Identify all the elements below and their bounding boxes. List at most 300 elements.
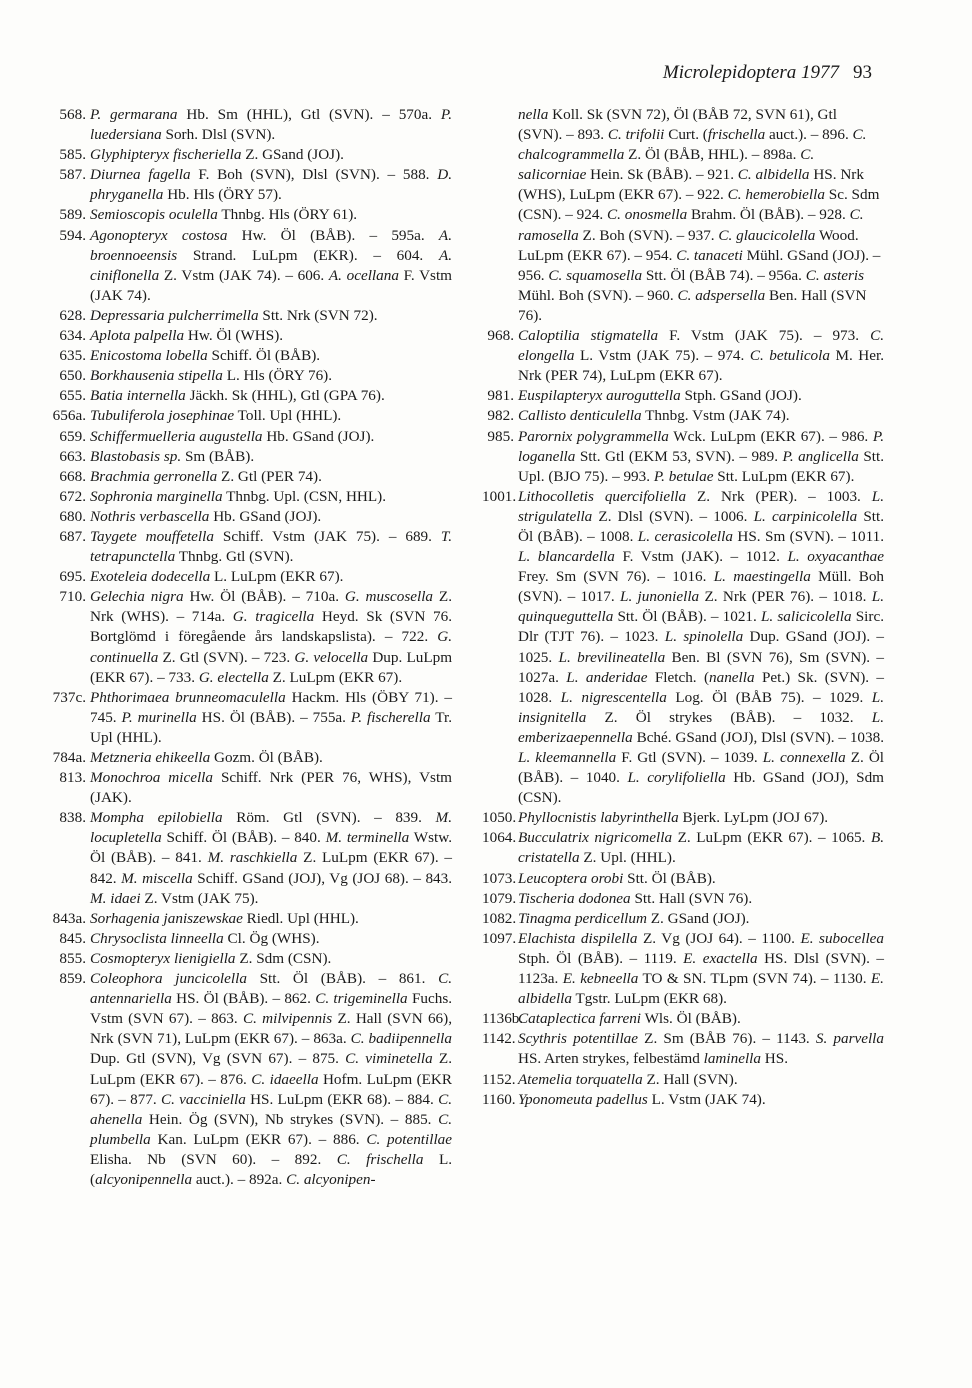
species-name: nanella — [709, 668, 755, 686]
list-entry — [48, 406, 452, 426]
entry-note: Pet.) Sk. (SVN). – 1028. — [518, 668, 884, 706]
entry-note: Schiff. Öl (BÅB). – 840. — [166, 829, 326, 847]
list-entry — [48, 487, 452, 507]
entry-note: Thnbg. Hls (ÖRY 61). — [221, 206, 358, 224]
species-name: Phyllocnistis labyrinthella — [518, 809, 679, 827]
entry-note: Z. Vstm (JAK 74). – 606. — [163, 266, 329, 284]
species-name: E. kebneella — [562, 970, 639, 988]
entry-text — [518, 406, 884, 426]
entry-number: 589. — [59, 206, 86, 224]
species-name: Monochroa micella — [90, 769, 213, 787]
list-entry — [48, 768, 452, 808]
species-name: Cataplectica farreni — [518, 1010, 642, 1028]
entry-note: Koll. Sk (SVN 72), Öl (BÅB 72, SVN 61), Gtl (SVN). – 893. — [518, 106, 837, 144]
entry-note: HS. Sm (SVN). – 1011. — [737, 527, 885, 545]
entry-note: Z. Öl (BÅB, HHL). – 898a. — [628, 146, 801, 164]
list-entry — [48, 226, 452, 306]
entry-note: Hb. GSand (JOJ). — [266, 427, 375, 445]
right-column — [482, 105, 884, 1110]
species-name: Atemelia torquatella — [518, 1070, 643, 1088]
species-name: A. ocellana — [328, 266, 399, 284]
entry-text — [90, 386, 452, 406]
species-name: Semioscopis oculella — [90, 206, 218, 224]
species-name: Caloptilia stigmatella — [518, 327, 659, 345]
entry-note: Hw. Öl (BÅB). – 595a. — [241, 226, 439, 244]
entry-note: Stt. Öl (BÅB). – 1008. — [518, 507, 885, 545]
entry-note: L. Hls (ÖRY 76). — [226, 367, 333, 385]
entry-note: Z. Hall (SVN 66), Nrk (SVN 71), LuLpm (EKR 67). – 863a. — [90, 1010, 452, 1048]
entry-text — [90, 145, 452, 165]
entry-text — [90, 467, 452, 487]
species-name: D. phryganella — [90, 166, 453, 204]
entry-text — [90, 406, 452, 426]
entry-note: Stt. Öl (BÅB 74). – 956a. — [645, 266, 806, 284]
list-entry — [48, 587, 452, 687]
species-name: Tubuliferola josephinae — [90, 407, 235, 425]
entry-text — [518, 929, 884, 1009]
species-name: P. murinella — [121, 708, 197, 726]
entry-number: 672. — [59, 487, 86, 505]
entry-number: 838. — [59, 809, 86, 827]
entry-text — [90, 326, 452, 346]
entry-text — [518, 326, 884, 386]
species-name: M. terminella — [325, 829, 410, 847]
list-entry — [48, 507, 452, 527]
entry-note: Jäckh. Sk (HHL), Gtl (GPA 76). — [189, 387, 385, 405]
list-entry — [48, 326, 452, 346]
species-name: C. tanaceti — [676, 246, 743, 264]
list-entry — [482, 1070, 884, 1090]
entry-number: 568. — [59, 106, 86, 123]
entry-text — [518, 1070, 884, 1090]
species-name: L. maestingella — [713, 568, 811, 586]
entry-note: Hb. GSand (JOJ), Sdm (CSN). — [518, 769, 884, 807]
species-name: Callisto denticulella — [518, 407, 642, 425]
entry-note: HS. — [764, 1050, 788, 1068]
species-name: C. plumbella — [90, 1110, 453, 1148]
entry-number: 985. — [487, 427, 514, 445]
entry-note: Sm (BÅB). — [184, 447, 255, 465]
list-entry — [482, 869, 884, 889]
entry-number: 1160. — [482, 1090, 516, 1108]
running-header — [663, 62, 872, 84]
species-name: M. idaei — [90, 889, 141, 907]
species-name: Lithocolletis quercifoliella — [518, 487, 687, 505]
entry-number: 737c. — [52, 688, 86, 706]
list-entry — [482, 1090, 884, 1110]
entry-note: Z. LuLpm (EKR 67). – 842. — [90, 849, 453, 887]
species-name: Leucoptera orobi — [518, 869, 624, 887]
list-entry — [48, 567, 452, 587]
entry-text — [90, 748, 452, 768]
entry-number: 1064. — [482, 829, 517, 847]
entry-text — [90, 165, 452, 205]
entry-note: Z. GSand (JOJ). — [650, 909, 750, 927]
list-entry — [48, 467, 452, 487]
species-name: Euspilapteryx auroguttella — [518, 387, 681, 405]
list-entry — [482, 427, 884, 487]
entry-text — [90, 226, 452, 306]
entry-note: Frey. Sm (SVN 76). – 1016. — [518, 568, 714, 586]
entry-note: F. Vstm (JAK 75). – 973. — [669, 327, 871, 345]
entry-note: Z. LuLpm (EKR 67). — [272, 668, 403, 686]
entry-number: 635. — [59, 347, 86, 365]
list-entry — [48, 145, 452, 165]
entry-note: Z. Sm (BÅB 76). – 1143. — [644, 1030, 816, 1048]
entry-note: M. Her. Nrk (PER 74), LuLpm (EKR 67). — [518, 347, 884, 385]
entry-note: Hofm. LuLpm (EKR 67). – 877. — [90, 1070, 453, 1108]
list-entry — [48, 688, 452, 748]
entry-number: 680. — [59, 507, 86, 525]
entry-note: Ben. Hall (SVN 76). — [518, 286, 867, 324]
entry-number: 845. — [59, 929, 86, 947]
entry-number: 1142. — [482, 1030, 516, 1048]
species-name: laminella — [703, 1050, 761, 1068]
list-entry — [482, 889, 884, 909]
list-entry — [48, 427, 452, 447]
species-name: P. germarana — [90, 106, 178, 123]
species-name: Exoteleia dodecella — [90, 568, 211, 586]
species-name: Aplota palpella — [90, 327, 185, 345]
entry-note: Curt. ( — [668, 126, 708, 144]
species-name: L. nigrescentella — [560, 688, 667, 706]
entry-note: Stph. GSand (JOJ). — [684, 387, 802, 405]
entry-number: 710. — [59, 588, 86, 606]
entry-note: Stt. Nrk (SVN 72). — [262, 306, 378, 324]
entry-note: Dup. GSand (JOJ). – 1025. — [518, 628, 885, 666]
entry-note: Thnbg. Gtl (SVN). — [178, 548, 294, 566]
list-entry — [482, 929, 884, 1009]
species-name: P. anglicella — [782, 447, 859, 465]
entry-note: Z. Upl. (HHL). — [583, 849, 676, 867]
entry-note: Hein. Ög (SVN), Nb strykes (SVN). – 885. — [148, 1110, 439, 1128]
species-name: Elachista dispilella — [518, 929, 638, 947]
species-name: C. betulicola — [749, 347, 830, 365]
list-entry — [48, 909, 452, 929]
species-name: Glyphipteryx fischeriella — [90, 146, 242, 164]
entry-note: HS. LuLpm (EKR 68). – 884. — [250, 1090, 439, 1108]
list-entry — [48, 808, 452, 908]
species-name: Parornix polygrammella — [518, 427, 669, 445]
species-name: B. cristatella — [518, 829, 885, 867]
entry-number: 656a. — [52, 407, 86, 425]
entry-number: 843a. — [52, 909, 86, 927]
entry-note: F. Vstm (JAK). – 1012. — [622, 548, 788, 566]
entry-text — [90, 205, 452, 225]
species-name: Tinagma perdicellum — [518, 909, 647, 927]
entry-note: Z. Nrk (PER). – 1003. — [697, 487, 872, 505]
entry-text — [518, 889, 884, 909]
species-name: L. carpinicolella — [753, 507, 858, 525]
entry-note: Stph. Öl (BÅB). – 1119. — [518, 949, 684, 967]
list-entry — [482, 386, 884, 406]
species-name: P. luedersiana — [90, 106, 453, 144]
species-name: Gelechia nigra — [90, 588, 184, 606]
entry-text — [90, 507, 452, 527]
species-name: alcyonipennella — [95, 1170, 193, 1188]
species-name: L. spinolella — [664, 628, 744, 646]
entry-note: Brahm. Öl (BÅB). – 928. — [691, 206, 850, 224]
species-name: G. electella — [198, 668, 269, 686]
species-name: Coleophora juncicolella — [90, 970, 247, 988]
species-name: frischella — [707, 126, 766, 144]
species-name: C. idaeella — [251, 1070, 319, 1088]
entry-note: auct.). – 896. — [769, 126, 853, 144]
entry-note: Hackm. Hls (ÖBY 71). – 745. — [90, 688, 452, 726]
entry-number: 663. — [59, 447, 86, 465]
entry-number: 1136b. — [482, 1010, 524, 1028]
list-entry — [482, 326, 884, 386]
species-name: L. insignitella — [518, 688, 885, 726]
entry-note: Z. Vstm (JAK 75). — [144, 889, 259, 907]
entry-note: Z. Gtl (PER 74). — [221, 467, 322, 485]
species-name: L. anderidae — [566, 668, 648, 686]
entry-note: TO & SN. TLpm (SVN 74). – 1130. — [642, 970, 871, 988]
species-name: Diurnea fagella — [90, 166, 191, 184]
entry-note: Cl. Ög (WHS). — [227, 929, 320, 947]
species-name: M. locupletella — [90, 809, 452, 847]
entry-text — [90, 949, 452, 969]
entry-note: Stt. Öl (BÅB). – 1021. — [617, 608, 761, 626]
entry-text — [90, 306, 452, 326]
entry-text — [518, 487, 884, 809]
list-entry — [482, 406, 884, 426]
list-entry — [482, 808, 884, 828]
entry-number: 1079. — [482, 889, 517, 907]
entry-note: Stt. LuLpm (EKR 67). — [717, 467, 855, 485]
entry-note: L. Vstm (JAK 75). – 974. — [580, 347, 750, 365]
species-name: A. ciniflonella — [90, 246, 453, 284]
entry-number: 1001. — [482, 487, 517, 505]
species-name: Brachmia gerronella — [90, 467, 218, 485]
entry-text — [90, 808, 452, 908]
entry-number: 855. — [59, 949, 86, 967]
entry-note: Sc. Sdm (CSN). – 924. — [518, 186, 880, 224]
list-entry — [482, 828, 884, 868]
entry-number: 668. — [59, 467, 86, 485]
entry-note: Z. GSand (JOJ). — [245, 146, 344, 164]
entry-note: Fletch. ( — [654, 668, 710, 686]
species-name: Cosmopteryx lienigiella — [90, 949, 236, 967]
entry-note: Hb. GSand (JOJ). — [213, 507, 322, 525]
entry-text — [518, 828, 884, 868]
entry-number: 628. — [59, 306, 86, 324]
species-name: L. blancardella — [518, 548, 615, 566]
species-name: C. hemerobiella — [727, 186, 825, 204]
entry-text — [90, 768, 452, 808]
entry-note: Wstw. Öl (BÅB). – 841. — [90, 829, 453, 867]
species-name: Nothris verbascella — [90, 507, 210, 525]
entry-text — [90, 929, 452, 949]
entry-note: Z. Nrk (WHS). – 714a. — [90, 588, 452, 626]
species-name: Tischeria dodonea — [518, 889, 631, 907]
entry-note: Bché. GSand (JOJ), Dlsl (SVN). – 1038. — [636, 728, 884, 746]
list-entry — [482, 909, 884, 929]
species-name: E. exactella — [683, 949, 758, 967]
entry-text — [518, 427, 884, 487]
list-entry — [48, 165, 452, 205]
entry-note: Stt. Öl (BÅB). — [627, 869, 716, 887]
entry-note: Mühl. GSand (JOJ). – 956. — [518, 246, 881, 284]
entry-note: L. ( — [90, 1150, 453, 1188]
entry-number: 659. — [59, 427, 86, 445]
entry-text — [90, 427, 452, 447]
entry-note: Schiff. Öl (BÅB). — [211, 347, 321, 365]
entry-text — [518, 1029, 884, 1069]
entry-note: Kan. LuLpm (EKR 67). – 886. — [157, 1130, 367, 1148]
species-name: C. badiipennella — [350, 1030, 452, 1048]
entry-note: Ben. Bl (SVN 76), Sm (SVN). – 1027a. — [518, 648, 885, 686]
list-entry — [482, 1009, 884, 1029]
species-name: nella — [518, 106, 549, 123]
entry-text — [90, 909, 452, 929]
entry-text — [518, 106, 880, 324]
species-name: L. junoniella — [620, 588, 700, 606]
entry-note: Z. Gtl (SVN). – 723. — [162, 648, 295, 666]
entry-note: Thnbg. Upl. (CSN, HHL). — [226, 487, 387, 505]
entry-note: Dup. LuLpm (EKR 67). – 733. — [90, 648, 453, 686]
entry-text — [90, 969, 452, 1190]
species-name: Phthorimaea brunneomaculella — [90, 688, 286, 706]
entry-note: HS. Arten strykes, felbestämd — [518, 1050, 704, 1068]
entry-note: Z. Boh (SVN). – 937. — [582, 226, 719, 244]
entry-number: 594. — [59, 226, 86, 244]
page-number: 93 — [853, 62, 872, 83]
left-column — [48, 105, 452, 1190]
species-name: Sorhagenia janiszewskae — [90, 909, 243, 927]
entry-number: 1073. — [482, 869, 517, 887]
list-entry — [48, 949, 452, 969]
list-entry — [482, 487, 884, 809]
entry-note: Röm. Gtl (SVN). – 839. — [236, 809, 436, 827]
species-name: Blastobasis sp. — [90, 447, 182, 465]
entry-text — [518, 909, 884, 929]
species-name: P. betulae — [653, 467, 714, 485]
entry-note: Fuchs. Vstm (SVN 67). – 863. — [90, 990, 453, 1028]
entry-note: Thnbg. Vstm (JAK 74). — [645, 407, 790, 425]
species-name: C. adspersella — [677, 286, 766, 304]
entry-note: F. Vstm (JAK 74). — [90, 266, 452, 304]
species-name: T. tetrapunctella — [90, 527, 452, 566]
species-name: P. loganella — [518, 427, 884, 465]
species-name: C. frischella — [336, 1150, 424, 1168]
entry-note: HS. Nrk (WHS), LuLpm (EKR 67). – 922. — [518, 166, 864, 204]
species-name: C. asteris — [805, 266, 864, 284]
species-name: P. fischerella — [350, 708, 431, 726]
species-name: Agonopteryx costosa — [90, 226, 228, 244]
entry-text — [518, 869, 884, 889]
entry-text — [90, 366, 452, 386]
species-name: Sophronia marginella — [90, 487, 223, 505]
entry-number: 1152. — [482, 1070, 516, 1088]
entry-note: Hein. Sk (BÅB). – 921. — [590, 166, 738, 184]
list-entry — [48, 205, 452, 225]
entry-note: HS. Dlsl (SVN). – 1123a. — [518, 949, 884, 988]
species-name: L. corylifoliella — [627, 769, 726, 787]
entry-note: Z. LuLpm (EKR 67). – 876. — [90, 1050, 452, 1088]
entry-note: Gozm. Öl (BÅB). — [213, 749, 323, 766]
entry-note: Z. Sdm (CSN). — [239, 949, 332, 967]
entry-note: Schiff. Vstm (JAK 75). – 689. — [222, 527, 441, 545]
entry-number: 982. — [487, 407, 514, 425]
species-name: C. trigeminella — [315, 990, 408, 1008]
species-name: G. tragicella — [232, 608, 315, 626]
entry-note: HS. Öl (BÅB). – 755a. — [201, 708, 351, 726]
list-entry — [48, 386, 452, 406]
entry-note: Z. Öl (BÅB). – 1040. — [518, 749, 885, 787]
species-name: C. onosmella — [607, 206, 688, 224]
entry-note: Hw. Öl (WHS). — [187, 327, 284, 345]
entry-text — [90, 587, 452, 687]
list-entry — [48, 929, 452, 949]
entry-note: Hb. Sm (HHL), Gtl (SVN). – 570a. — [186, 106, 441, 123]
entry-note: HS. Öl (BÅB). – 862. — [176, 990, 316, 1008]
species-name: Yponomeuta padellus — [518, 1090, 648, 1108]
entry-note: Hw. Öl (BÅB). – 710a. — [189, 588, 345, 606]
entry-note: Hb. Hls (ÖRY 57). — [167, 186, 282, 204]
entry-number: 585. — [59, 146, 86, 164]
entry-note: Wck. LuLpm (EKR 67). – 986. — [673, 427, 873, 445]
species-name: Mompha epilobiella — [90, 809, 223, 827]
entry-note: L. Vstm (JAK 74). — [651, 1090, 766, 1108]
list-entry — [48, 306, 452, 326]
entry-number: 784a. — [52, 749, 86, 766]
species-name: L. quinqueguttella — [518, 588, 884, 626]
entry-note: Schiff. GSand (JOJ), Vg (JOJ 68). – 843. — [197, 869, 453, 887]
species-name: A. broennoeensis — [90, 226, 452, 264]
species-name: L. brevilineatella — [558, 648, 666, 666]
entry-number: 1050. — [482, 809, 517, 827]
entry-note: Stt. Öl (BÅB). – 861. — [259, 970, 439, 988]
entry-text — [90, 688, 452, 748]
species-name: C. alcyonipen- — [286, 1170, 376, 1188]
entry-note: Stt. Hall (SVN 76). — [634, 889, 753, 907]
species-name: C. ahenella — [90, 1090, 452, 1128]
species-name: C. chalcogrammella — [518, 126, 867, 164]
entry-note: Tgstr. LuLpm (EKR 68). — [575, 990, 727, 1008]
entry-note: L. LuLpm (EKR 67). — [213, 568, 344, 586]
species-name: G. continuella — [90, 628, 452, 666]
species-name: Depressaria pulcherrimella — [90, 306, 259, 324]
entry-number: 650. — [59, 367, 86, 385]
entry-number: 981. — [487, 387, 514, 405]
entry-note: Strand. LuLpm (EKR). – 604. — [192, 246, 439, 264]
species-name: C. potentillae — [366, 1130, 452, 1148]
entry-text — [90, 105, 452, 145]
species-name: Borkhausenia stipella — [90, 367, 223, 385]
list-entry — [48, 527, 452, 567]
species-name: Batia internella — [90, 387, 186, 405]
species-name: C. salicorniae — [518, 146, 815, 184]
species-name: Chrysoclista linneella — [90, 929, 224, 947]
entry-text — [90, 447, 452, 467]
species-name: G. muscosella — [344, 588, 434, 606]
entry-text — [518, 808, 884, 828]
entry-note: Wls. Öl (BÅB). — [644, 1010, 741, 1028]
entry-text — [518, 386, 884, 406]
species-name: L. cerasicolella — [637, 527, 733, 545]
species-name: M. miscella — [121, 869, 193, 887]
species-name: Bucculatrix nigricomella — [518, 829, 673, 847]
entry-text — [90, 567, 452, 587]
entry-note: Log. Öl (BÅB 75). – 1029. — [675, 688, 872, 706]
entry-note: Toll. Upl (HHL). — [237, 407, 342, 425]
list-entry — [482, 105, 884, 326]
entry-number: 634. — [59, 327, 86, 345]
species-name: C. vacciniella — [161, 1090, 246, 1108]
species-name: C. ramosella — [518, 206, 864, 244]
running-title: Microlepidoptera 1977 — [662, 62, 839, 83]
